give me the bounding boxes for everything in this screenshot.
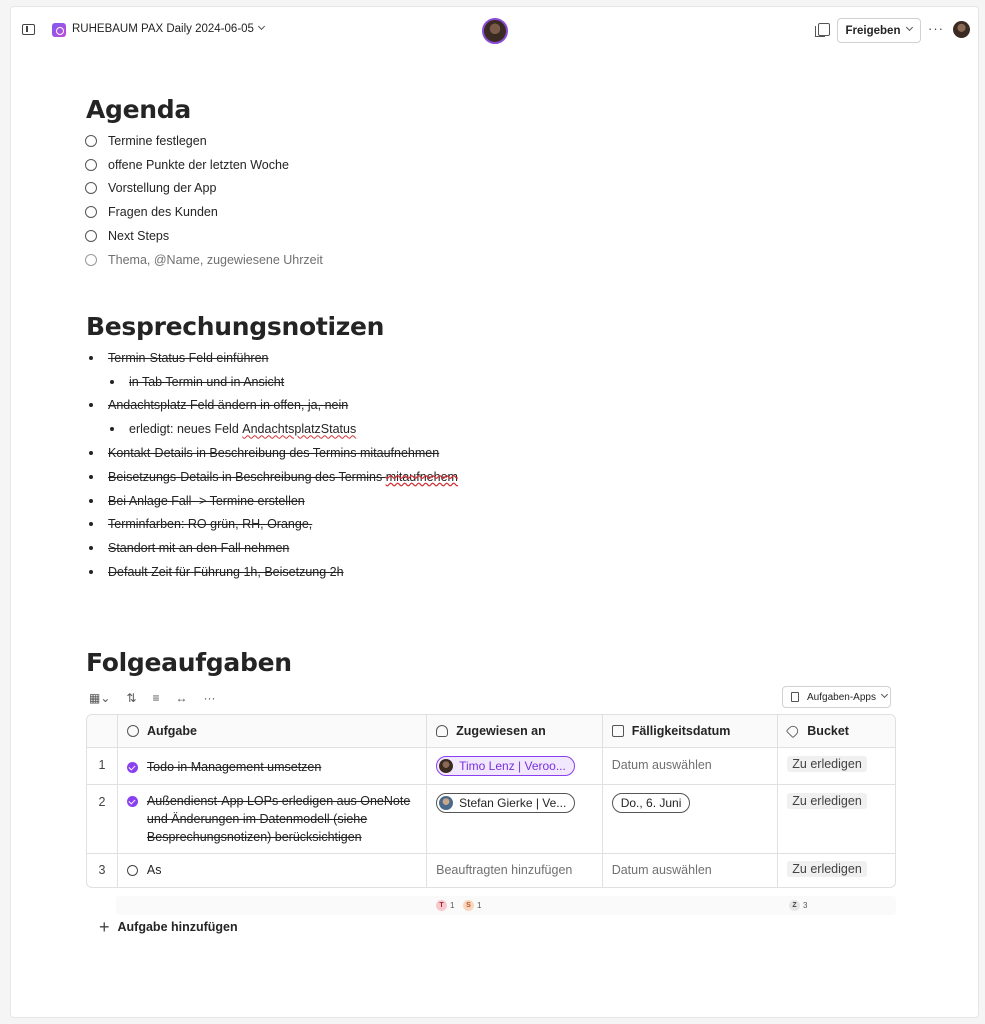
checkbox-circle-icon[interactable] bbox=[85, 230, 97, 242]
bucket-chip[interactable]: Zu erledigen bbox=[787, 861, 867, 877]
assignee-pill[interactable]: Timo Lenz | Veroo... bbox=[436, 756, 575, 776]
table-row bbox=[87, 747, 895, 784]
avatar bbox=[439, 796, 453, 810]
assignee-count: 1 bbox=[450, 901, 455, 910]
add-task-button[interactable] bbox=[99, 918, 238, 936]
assignee-cell[interactable] bbox=[426, 748, 602, 784]
tasks-apps-label: Aufgaben-Apps bbox=[807, 691, 876, 703]
agenda-item[interactable]: Vorstellung der App bbox=[85, 177, 323, 201]
assignee-cell[interactable]: Beauftragten hinzufügen bbox=[426, 854, 602, 887]
calendar-icon bbox=[612, 725, 624, 737]
bullet-icon bbox=[89, 451, 93, 455]
table-row bbox=[87, 784, 895, 853]
bullet-icon bbox=[110, 380, 114, 384]
table-row bbox=[87, 853, 895, 887]
tasks-apps-button[interactable] bbox=[782, 686, 891, 708]
bucket-chip[interactable]: Zu erledigen bbox=[787, 793, 867, 809]
bucket-badge: Z bbox=[789, 900, 800, 911]
checkbox-circle-icon[interactable] bbox=[85, 135, 97, 147]
agenda-heading: Agenda bbox=[86, 95, 191, 124]
grid-icon[interactable]: ▦⌄ bbox=[89, 691, 111, 705]
note-item[interactable]: Default Zeit für Führung 1h, Beisetzung 2h bbox=[86, 560, 458, 584]
checkbox-circle-icon[interactable] bbox=[85, 182, 97, 194]
clipboard-icon bbox=[791, 692, 799, 702]
completed-check-icon[interactable] bbox=[127, 762, 138, 773]
loop-icon bbox=[52, 23, 66, 37]
more-options-icon[interactable]: ··· bbox=[928, 21, 944, 36]
header-assignee[interactable]: Zugewiesen an bbox=[426, 715, 602, 747]
row-number: 3 bbox=[98, 863, 106, 877]
task-cell[interactable]: Todo in Management umsetzen bbox=[117, 748, 426, 784]
table-header bbox=[87, 715, 895, 747]
chevron-down-icon bbox=[906, 24, 913, 31]
completed-check-icon[interactable] bbox=[127, 796, 138, 807]
chevron-down-icon bbox=[258, 23, 265, 30]
bullet-icon bbox=[89, 546, 93, 550]
task-cell[interactable]: Außendienst-App LOPs erledigen aus OneNote und Änderungen im Datenmodell (siehe Besprechungsnotizen) berücksichtigen bbox=[117, 785, 426, 853]
share-button[interactable] bbox=[837, 18, 921, 43]
presence-avatar[interactable] bbox=[482, 18, 508, 44]
open-check-icon[interactable] bbox=[127, 865, 138, 876]
due-date-pill[interactable]: Do., 6. Juni bbox=[612, 793, 691, 813]
note-subitem[interactable]: erledigt: neues Feld AndachtsplatzStatus bbox=[86, 417, 458, 441]
canvas bbox=[10, 6, 979, 1018]
note-item[interactable]: Andachtsplatz Feld ändern in offen, ja, nein bbox=[86, 394, 458, 418]
header-task[interactable]: Aufgabe bbox=[117, 715, 426, 747]
top-bar bbox=[11, 7, 978, 55]
doc-title-dropdown[interactable] bbox=[72, 23, 264, 35]
agenda-item[interactable]: Fragen des Kunden bbox=[85, 200, 323, 224]
bullet-icon bbox=[89, 356, 93, 360]
tag-icon bbox=[786, 724, 800, 738]
agenda-item[interactable]: Next Steps bbox=[85, 224, 323, 248]
bucket-chip[interactable]: Zu erledigen bbox=[787, 756, 867, 772]
doc-title: RUHEBAUM PAX Daily 2024-06-05 bbox=[72, 23, 254, 35]
bucket-cell[interactable] bbox=[777, 785, 895, 853]
note-item[interactable]: Terminfarben: RO grün, RH, Orange, bbox=[86, 513, 458, 537]
tasks-heading: Folgeaufgaben bbox=[86, 648, 292, 677]
note-item[interactable]: Standort mit an den Fall nehmen bbox=[86, 536, 458, 560]
due-cell[interactable]: Datum auswählen bbox=[602, 748, 778, 784]
note-item[interactable]: Bei Anlage Fall -> Termine erstellen bbox=[86, 489, 458, 513]
header-num bbox=[87, 715, 117, 747]
bucket-count: 3 bbox=[803, 901, 808, 910]
checkbox-circle-icon[interactable] bbox=[85, 254, 97, 266]
checkbox-circle-icon[interactable] bbox=[85, 159, 97, 171]
expand-icon[interactable]: ↔ bbox=[175, 691, 188, 705]
bullet-icon bbox=[89, 403, 93, 407]
note-item[interactable]: Beisetzungs-Details in Beschreibung des Termins mitaufnehem bbox=[86, 465, 458, 489]
table-toolbar bbox=[89, 687, 231, 709]
assignee-badge: T bbox=[436, 900, 447, 911]
assignee-badge: S bbox=[463, 900, 474, 911]
bullet-icon bbox=[110, 427, 114, 431]
assignee-cell[interactable] bbox=[426, 785, 602, 853]
note-subitem[interactable]: in Tab Termin und in Ansicht bbox=[86, 370, 458, 394]
check-circle-icon bbox=[127, 725, 139, 737]
header-bucket[interactable]: Bucket bbox=[777, 715, 895, 747]
more-icon[interactable]: ··· bbox=[203, 691, 216, 705]
user-avatar[interactable] bbox=[953, 21, 970, 38]
header-due[interactable]: Fälligkeitsdatum bbox=[602, 715, 778, 747]
plus-icon: + bbox=[99, 917, 110, 937]
checkbox-circle-icon[interactable] bbox=[85, 206, 97, 218]
share-label: Freigeben bbox=[845, 24, 901, 37]
notes-list bbox=[86, 346, 458, 584]
task-cell[interactable]: As bbox=[117, 854, 426, 887]
sidebar-toggle-icon[interactable] bbox=[22, 24, 35, 35]
agenda-list bbox=[85, 129, 323, 272]
filter-icon[interactable]: ≡ bbox=[152, 691, 160, 705]
bullet-icon bbox=[89, 475, 93, 479]
add-task-label: Aufgabe hinzufügen bbox=[117, 920, 238, 934]
summary-row bbox=[116, 896, 896, 915]
due-cell[interactable]: Datum auswählen bbox=[602, 854, 778, 887]
bullet-icon bbox=[89, 522, 93, 526]
note-item[interactable]: Kontakt-Details in Beschreibung des Termins mitaufnehmen bbox=[86, 441, 458, 465]
notes-heading: Besprechungsnotizen bbox=[86, 312, 385, 341]
agenda-item[interactable]: offene Punkte der letzten Woche bbox=[85, 153, 323, 177]
avatar bbox=[439, 759, 453, 773]
row-number: 2 bbox=[98, 795, 106, 809]
bullet-icon bbox=[89, 499, 93, 503]
copy-icon[interactable] bbox=[818, 23, 830, 36]
tasks-table bbox=[86, 714, 896, 888]
assignee-pill[interactable]: Stefan Gierke | Ve... bbox=[436, 793, 575, 813]
bucket-cell[interactable] bbox=[777, 748, 895, 784]
bucket-cell[interactable] bbox=[777, 854, 895, 887]
chevron-down-icon bbox=[881, 690, 888, 697]
agenda-item[interactable]: Termine festlegen bbox=[85, 129, 323, 153]
note-item[interactable]: Termin-Status Feld einführen bbox=[86, 346, 458, 370]
agenda-placeholder[interactable]: Thema, @Name, zugewiesene Uhrzeit bbox=[85, 248, 323, 272]
sort-icon[interactable]: ⇅ bbox=[126, 691, 137, 705]
bullet-icon bbox=[89, 570, 93, 574]
assignee-count: 1 bbox=[477, 901, 482, 910]
person-icon bbox=[436, 725, 448, 737]
row-number: 1 bbox=[98, 758, 106, 772]
due-cell[interactable] bbox=[602, 785, 778, 853]
